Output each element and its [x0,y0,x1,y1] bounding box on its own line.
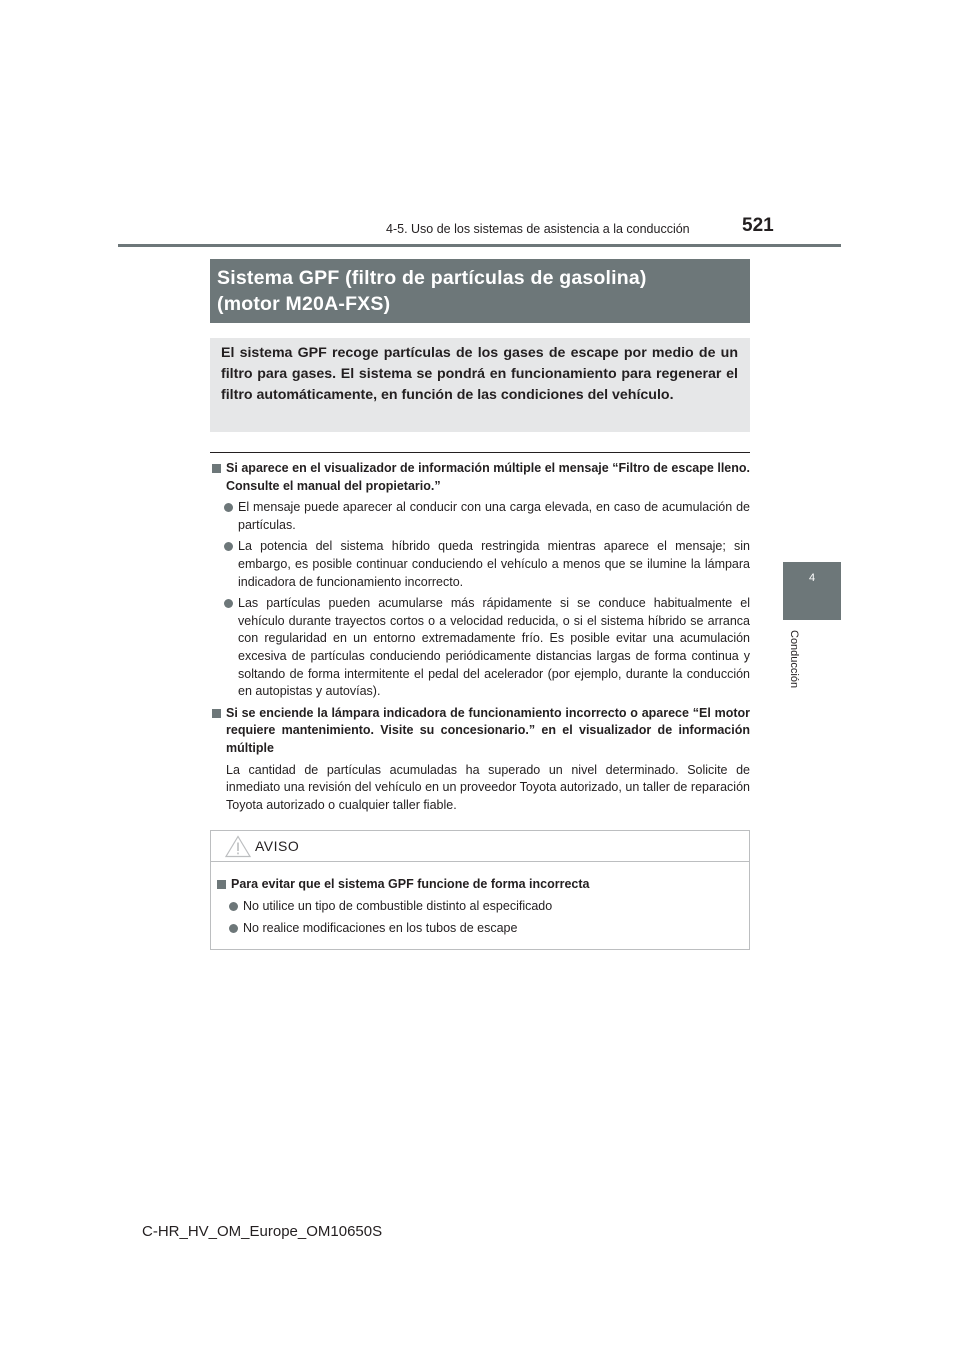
page-number: 521 [742,215,774,236]
subheading-text: Si se enciende la lámpara indicadora de funcionamiento incorrecto o aparece “El motor requiere mantenimiento. Visite su concesionario.” en el visualizador de información múltiple [226,705,750,755]
chapter-number: 4 [808,572,816,584]
header-section-title: 4-5. Uso de los sistemas de asistencia a la conducción [386,222,690,236]
section-title-line1: Sistema GPF (filtro de partículas de gasolina) [217,267,647,289]
list-item-text: No utilice un tipo de combustible distinto al especificado [243,898,553,913]
circle-bullet-icon [229,902,238,911]
footer-document-id: C-HR_HV_OM_Europe_OM10650S [142,1223,383,1240]
square-bullet-icon [217,880,226,889]
circle-bullet-icon [229,924,238,933]
warning-box [210,830,750,950]
circle-bullet-icon [224,599,233,608]
list-item [215,898,741,916]
chapter-tab [783,562,841,620]
intro-box [210,338,750,432]
warning-subheading-text: Para evitar que el sistema GPF funcione de forma incorrecta [231,877,590,891]
header-divider [118,244,841,247]
list-item-text: No realice modificaciones en los tubos de escape [243,921,518,936]
list-item [210,595,750,701]
intro-text: El sistema GPF recoge partículas de los gases de escape por medio de un filtro para gases. El sistema se pondrá en funcionamiento para regenerar el filtro automáticamente, en función de las condiciones del vehículo. [221,345,738,403]
warning-subheading [215,876,741,894]
chapter-label-text: Conducción [788,630,800,689]
subheading-filter-full [210,460,750,495]
chapter-label [780,630,810,700]
list-item-text: El mensaje puede aparecer al conducir con una carga elevada, en caso de acumulación de partículas. [238,500,750,532]
circle-bullet-icon [224,503,233,512]
list-item [215,920,741,938]
square-bullet-icon [212,464,221,473]
paragraph: La cantidad de partículas acumuladas ha superado un nivel determinado. Solicite de inmediato una revisión del vehículo en un proveedor Toyota autorizado, un taller de reparación Toyota autorizado o cualquier taller fiable. [226,762,750,812]
subheading-malfunction-lamp [210,705,750,758]
subheading-text: Si aparece en el visualizador de información múltiple el mensaje “Filtro de escape lleno. Consulte el manual del propietario.” [226,461,750,493]
square-bullet-icon [212,709,221,718]
section-divider [210,452,750,453]
warning-body [211,862,749,938]
list-item-text: Las partículas pueden acumularse más rápidamente si se conduce habitualmente el vehículo durante trayectos cortos o a velocidad reducida, o si el sistema híbrido se arranca con regularidad en un entorno extremadamente frío. Es posible evitar una acumulación excesiva de partículas conduciendo periódicamente distancias largas de forma continua y soltando de forma intermitente el pedal del acelerador (por ejemplo, durante la conducción en autopistas y autovías). [238,596,750,699]
section-title [210,259,750,323]
warning-header [211,831,749,862]
warning-triangle-icon [225,835,251,858]
list-item [210,538,750,591]
list-item [210,499,750,534]
circle-bullet-icon [224,542,233,551]
section-title-line2: (motor M20A-FXS) [217,293,391,315]
main-content [210,460,750,818]
list-item-text: La potencia del sistema híbrido queda restringida mientras aparece el mensaje; sin embargo, es posible continuar conduciendo el vehículo a menos que se ilumine la lámpara indicadora de funcionamiento incorrecto. [238,539,750,589]
warning-label: AVISO [255,838,300,854]
